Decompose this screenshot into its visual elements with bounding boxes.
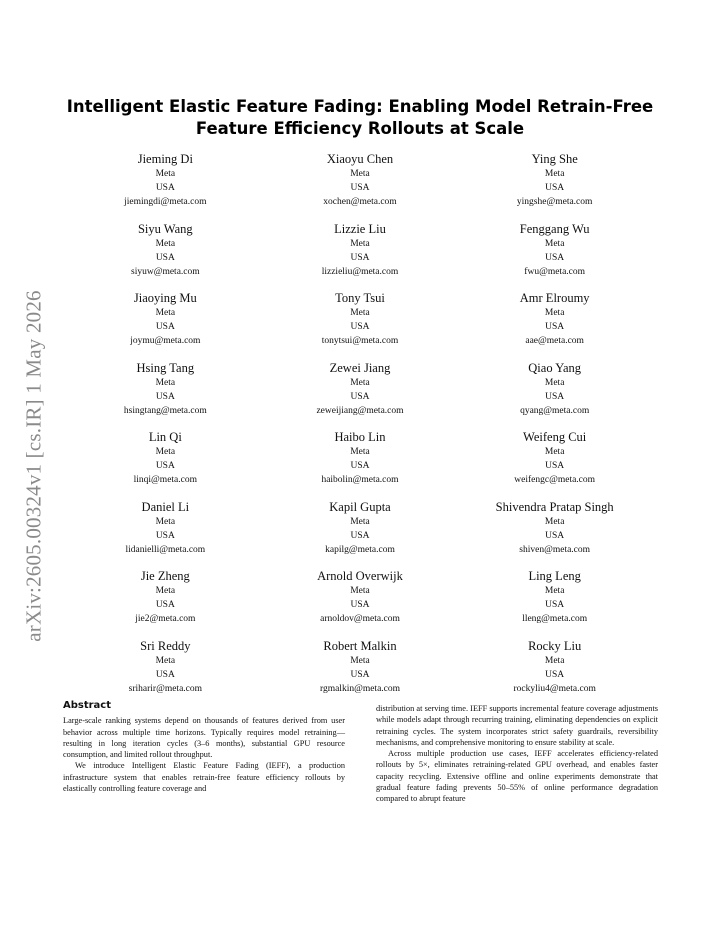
author-block bbox=[68, 568, 263, 626]
author-country: USA bbox=[155, 530, 175, 541]
author-country: USA bbox=[545, 461, 565, 471]
author-name: Hsing Tang bbox=[136, 360, 195, 375]
author-name: Ying She bbox=[531, 152, 578, 166]
author-name: Amr Elroumy bbox=[519, 291, 590, 305]
author-country: USA bbox=[155, 669, 175, 680]
author-email[interactable]: sriharir@meta.com bbox=[128, 683, 203, 694]
author-block bbox=[457, 151, 652, 209]
author-email[interactable]: linqi@meta.com bbox=[133, 475, 198, 485]
author-country: USA bbox=[350, 183, 370, 193]
author-email[interactable]: aae@meta.com bbox=[525, 336, 584, 346]
author-country: USA bbox=[155, 183, 175, 193]
author-country: USA bbox=[155, 600, 175, 610]
abstract-paragraph: Large-scale ranking systems depend on thousands of features derived from user behavior across multiple time horizons. Typically requires model retraining—resulting in long iteration cycles (3–6 months), substantial GPU resource consumption, and limited rollout throughput. bbox=[63, 716, 345, 760]
author-affiliation: Meta bbox=[155, 655, 176, 666]
author-email[interactable]: rgmalkin@meta.com bbox=[319, 683, 401, 694]
author-email[interactable]: jiemingdi@meta.com bbox=[124, 197, 207, 207]
author-block bbox=[457, 221, 652, 279]
author-affiliation: Meta bbox=[544, 655, 565, 666]
author-affiliation: Meta bbox=[544, 586, 565, 596]
author-name: Xiaoyu Chen bbox=[326, 152, 394, 166]
author-block bbox=[68, 360, 263, 418]
author-name: Jiaoying Mu bbox=[133, 291, 197, 305]
author-block bbox=[457, 499, 652, 557]
author-email[interactable]: fwu@meta.com bbox=[524, 266, 586, 277]
author-email[interactable]: haibolin@meta.com bbox=[321, 475, 399, 485]
author-list bbox=[68, 151, 652, 696]
author-email[interactable]: lidanielli@meta.com bbox=[125, 544, 206, 555]
author-name: Ling Leng bbox=[528, 569, 581, 583]
author-affiliation: Meta bbox=[544, 516, 565, 527]
author-affiliation: Meta bbox=[544, 308, 565, 318]
title-line-2: Feature Efficiency Rollouts at Scale bbox=[195, 119, 525, 138]
abstract-paragraph: distribution at serving time. IEFF supports incremental feature coverage adjustments while models adapt through recurring training, eliminating dependencies on explicit retraining cycles. The system incorporates strict safety guardrails, reversibility mechanisms, and comprehensive monitoring to ensure stability at scale. bbox=[376, 704, 658, 747]
author-country: USA bbox=[350, 322, 370, 332]
author-country: USA bbox=[545, 252, 565, 263]
author-country: USA bbox=[350, 600, 370, 610]
author-name: Siyu Wang bbox=[137, 221, 193, 236]
author-name: Shivendra Pratap Singh bbox=[495, 499, 614, 514]
author-name: Lin Qi bbox=[148, 430, 182, 444]
author-country: USA bbox=[350, 252, 370, 263]
author-affiliation: Meta bbox=[544, 447, 565, 457]
author-block bbox=[457, 638, 652, 696]
author-affiliation: Meta bbox=[155, 447, 176, 457]
title-line-1: Intelligent Elastic Feature Fading: Enabling Model Retrain-Free bbox=[66, 97, 654, 116]
author-email[interactable]: arnoldov@meta.com bbox=[320, 614, 400, 624]
author-block bbox=[68, 221, 263, 279]
author-block bbox=[68, 499, 263, 557]
author-name: Sri Reddy bbox=[140, 638, 191, 653]
author-country: USA bbox=[545, 669, 565, 680]
author-block bbox=[68, 151, 263, 209]
author-block bbox=[457, 290, 652, 348]
author-affiliation: Meta bbox=[350, 238, 370, 249]
author-country: USA bbox=[350, 391, 370, 402]
author-affiliation: Meta bbox=[350, 655, 370, 666]
author-affiliation: Meta bbox=[155, 308, 176, 318]
author-affiliation: Meta bbox=[350, 308, 370, 318]
abstract-paragraph: Across multiple production use cases, IEFF accelerates efficiency-related rollouts by 5×, eliminates retraining-related GPU overhead, and enables faster capacity recycling. Extensive offline and online experiments demonstrate that gradual feature fading prevents 50–55% of online performance degradation compared to abrupt feature bbox=[376, 749, 658, 804]
author-country: USA bbox=[350, 530, 370, 541]
author-email[interactable]: jie2@meta.com bbox=[135, 614, 196, 624]
author-block bbox=[263, 151, 458, 209]
author-email[interactable]: lizzieliu@meta.com bbox=[321, 266, 399, 277]
author-affiliation: Meta bbox=[544, 169, 565, 179]
author-name: Lizzie Liu bbox=[334, 221, 386, 236]
abstract-heading: Abstract bbox=[63, 700, 112, 711]
author-country: USA bbox=[350, 461, 370, 471]
author-country: USA bbox=[545, 600, 565, 610]
author-country: USA bbox=[545, 183, 565, 193]
author-name: Robert Malkin bbox=[323, 638, 397, 653]
author-country: USA bbox=[155, 391, 175, 402]
author-affiliation: Meta bbox=[155, 238, 176, 249]
author-block bbox=[263, 499, 458, 557]
author-affiliation: Meta bbox=[350, 516, 370, 527]
abstract-left-column bbox=[63, 700, 345, 794]
author-email[interactable]: joymu@meta.com bbox=[130, 336, 201, 346]
author-country: USA bbox=[155, 322, 175, 332]
author-name: Arnold Overwijk bbox=[317, 569, 403, 583]
author-email[interactable]: rockyliu4@meta.com bbox=[513, 683, 596, 694]
author-affiliation: Meta bbox=[155, 586, 176, 596]
abstract-right-column bbox=[376, 703, 658, 805]
author-email[interactable]: siyuw@meta.com bbox=[131, 266, 200, 277]
author-name: Qiao Yang bbox=[528, 360, 582, 375]
author-name: Zewei Jiang bbox=[329, 360, 391, 375]
author-affiliation: Meta bbox=[350, 377, 370, 388]
author-block bbox=[457, 360, 652, 418]
author-email[interactable]: tonytsui@meta.com bbox=[321, 336, 399, 346]
author-affiliation: Meta bbox=[155, 169, 176, 179]
author-name: Jie Zheng bbox=[140, 569, 190, 583]
author-email[interactable]: weifengc@meta.com bbox=[514, 475, 596, 485]
author-name: Daniel Li bbox=[141, 499, 190, 514]
author-block bbox=[263, 221, 458, 279]
author-affiliation: Meta bbox=[350, 447, 370, 457]
paper-title bbox=[60, 96, 660, 140]
author-affiliation: Meta bbox=[350, 586, 370, 596]
author-block bbox=[263, 568, 458, 626]
author-block bbox=[263, 429, 458, 487]
author-email[interactable]: qyang@meta.com bbox=[520, 405, 590, 416]
author-name: Tony Tsui bbox=[335, 291, 385, 305]
author-country: USA bbox=[545, 391, 565, 402]
author-email[interactable]: zeweijiang@meta.com bbox=[316, 405, 404, 416]
author-country: USA bbox=[155, 461, 175, 471]
author-name: Jieming Di bbox=[137, 152, 193, 166]
author-affiliation: Meta bbox=[155, 516, 176, 527]
author-country: USA bbox=[155, 252, 175, 263]
author-country: USA bbox=[545, 322, 565, 332]
author-country: USA bbox=[350, 669, 370, 680]
author-affiliation: Meta bbox=[544, 238, 565, 249]
author-country: USA bbox=[545, 530, 565, 541]
author-email[interactable]: hsingtang@meta.com bbox=[123, 405, 207, 416]
author-name: Haibo Lin bbox=[334, 430, 386, 444]
author-name: Fenggang Wu bbox=[519, 221, 590, 236]
author-email[interactable]: lleng@meta.com bbox=[522, 614, 588, 624]
author-block bbox=[263, 360, 458, 418]
author-name: Kapil Gupta bbox=[329, 499, 391, 514]
author-affiliation: Meta bbox=[155, 377, 176, 388]
author-block bbox=[68, 429, 263, 487]
author-email[interactable]: shiven@meta.com bbox=[519, 544, 591, 555]
author-block bbox=[457, 568, 652, 626]
author-name: Weifeng Cui bbox=[523, 430, 587, 444]
author-block bbox=[263, 290, 458, 348]
author-block bbox=[263, 638, 458, 696]
author-name: Rocky Liu bbox=[528, 638, 582, 653]
author-block bbox=[68, 638, 263, 696]
arxiv-stamp[interactable]: arXiv:2605.00324v1 [cs.IR] 1 May 2026 bbox=[21, 290, 46, 642]
abstract-paragraph: We introduce Intelligent Elastic Feature Fading (IEFF), a production infrastructure system that enables retrain-free feature efficiency rollouts by elastically controlling feature coverage and bbox=[63, 761, 345, 794]
author-affiliation: Meta bbox=[544, 377, 565, 388]
author-block bbox=[457, 429, 652, 487]
author-email[interactable]: kapilg@meta.com bbox=[325, 544, 395, 555]
author-affiliation: Meta bbox=[350, 169, 370, 179]
author-email[interactable]: xochen@meta.com bbox=[323, 197, 397, 207]
author-block bbox=[68, 290, 263, 348]
author-email[interactable]: yingshe@meta.com bbox=[516, 197, 593, 207]
